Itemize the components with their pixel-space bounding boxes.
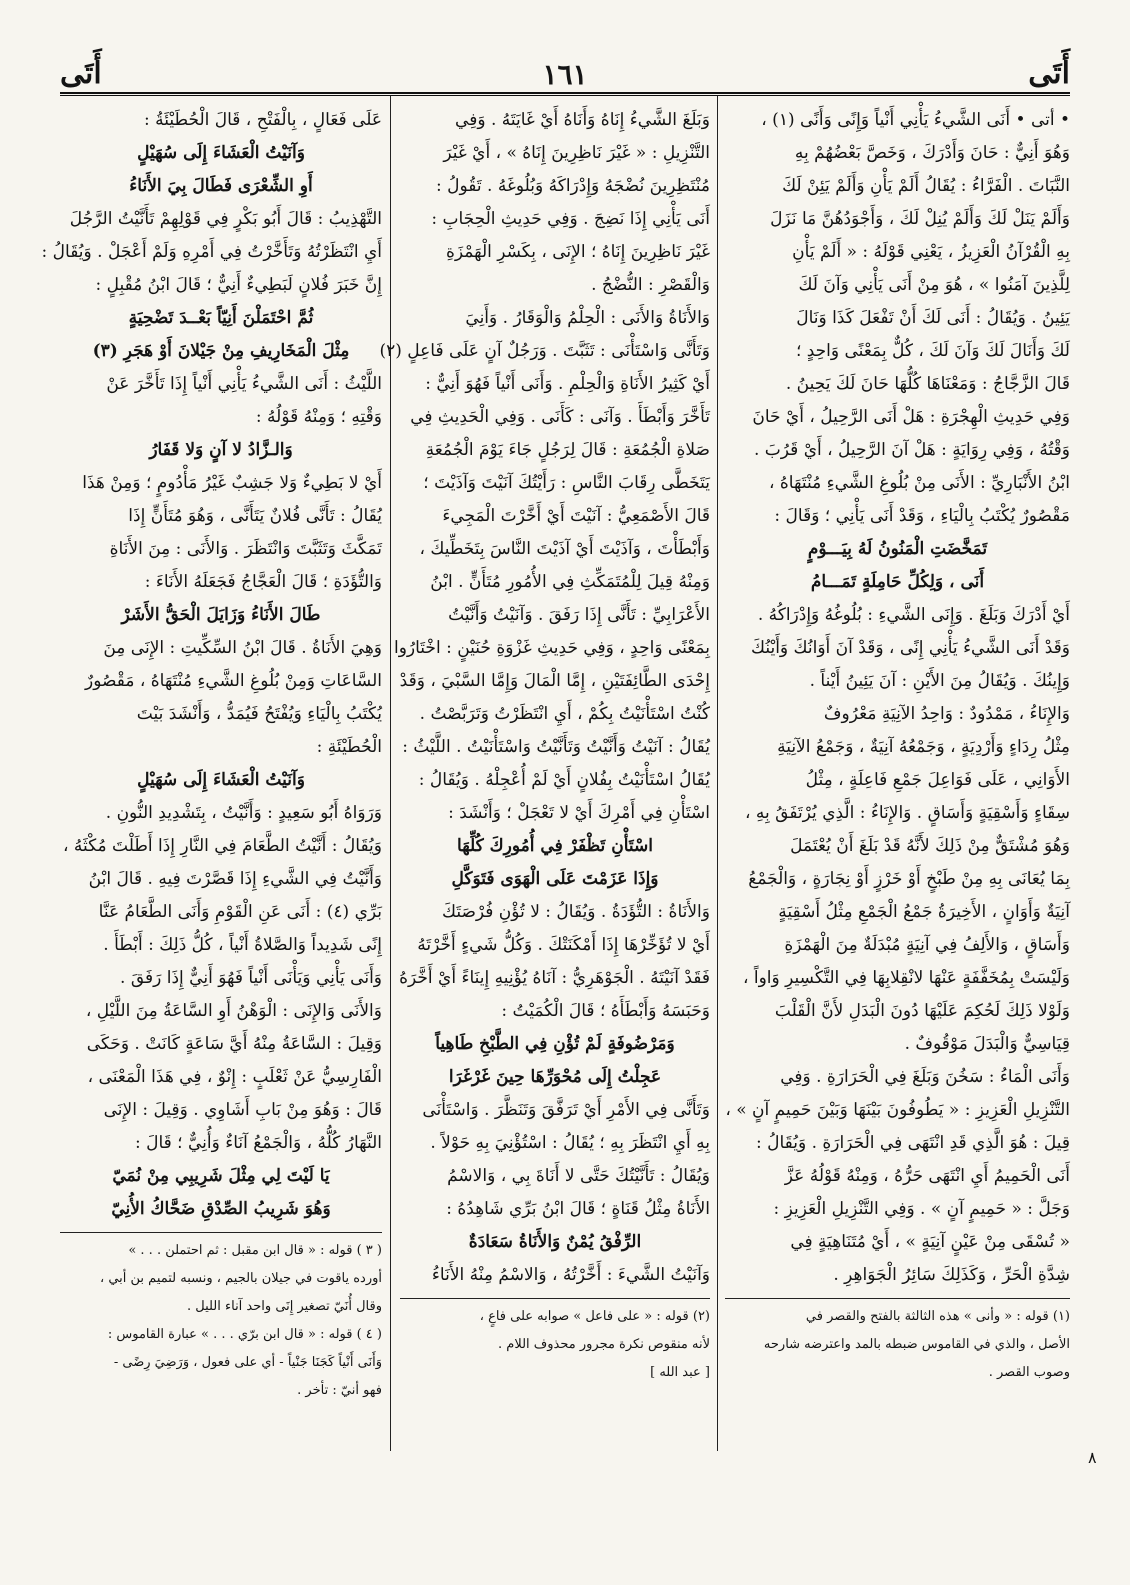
text-line: أَنَى يَأْنِي إِذَا نَضِجَ . وَفِي حَدِيثِ الْحِجَابِ : bbox=[431, 209, 710, 229]
text-line: وَأَنَى يَأْنِي وَيَأْنَى أَنْياً فَهُوَ أَنِيٌّ إِذَا رَفَقَ . bbox=[120, 968, 382, 988]
text-line: قِيلَ : هُوَ الَّذِي قَدِ انْتَهَى فِي الْحَرَارَةِ . وَيُقَالُ : bbox=[755, 1133, 1070, 1153]
text-line: وَجَلَّ : « حَمِيمٍ آنٍ » . وَفِي التَّنْزِيلِ الْعَزِيزِ : bbox=[773, 1199, 1070, 1219]
text-line: أَيْ لا بَطِيءٌ وَلا جَشِبٌ غَيْرُ مَأْدُومٍ ؛ وَمِنْ هَذَا bbox=[82, 473, 382, 493]
text-line: بَرِّي (٤) : أَنَى عَنِ الْقَوْمِ وَأَنَى الطَّعَامُ عَنَّا bbox=[98, 902, 382, 922]
column-divider-left bbox=[390, 96, 391, 1451]
text-line: وَالتُّؤَدَةِ ؛ قَالَ الْعَجَّاجُ فَجَعَلَهُ الأَنَاءَ : bbox=[144, 572, 382, 592]
text-line: وَالإِنَاءُ ، مَمْدُودٌ : وَاحِدُ الآنِيَةِ مَعْرُوفٌ bbox=[823, 704, 1070, 724]
text-line: عَلَى فَعَالٍ ، بِالْفَتْحِ ، قَالَ الْحُطَيْئَةُ : bbox=[144, 110, 382, 130]
text-line: بِمَعْنًى وَاحِدٍ ، وَفِي حَدِيثِ غَزْوَةِ حُنَيْنٍ : اخْتَارُوا bbox=[393, 638, 710, 658]
text-line: الْفَارِسِيُّ عَنْ ثَعْلَبٍ : إِنْوٌ ، فِي هَذَا الْمَعْنَى ، bbox=[87, 1067, 382, 1087]
text-line: مَقْصُورٌ يُكْتَبُ بِالْيَاءِ ، وَقَدْ أَنَى يَأْنِي ؛ وَقَالَ : bbox=[774, 506, 1070, 526]
text-line: • أتى • أَنَى الشَّيءُ يَأْنِي أَنْياً وَإِنًى وَأَنًى (١) ، bbox=[761, 110, 1070, 130]
text-line: وَقْتُهُ ، وَفِي رِوَايَةٍ : هَلْ آنَ الرَّحِيلُ ، أَيْ قَرُبَ . bbox=[753, 440, 1070, 460]
text-line: وَأَسَاقٍ ، وَالأَلِفُ فِي آنِيَةٍ مُبْدَلَةٌ مِنَ الْهَمْزَةِ bbox=[784, 935, 1070, 955]
text-line: الأَوَانِي ، عَلَى فَوَاعِلَ جَمْعِ فَاعِلَةٍ ، مِثْلُ bbox=[805, 770, 1070, 790]
text-line: الرِّفْقُ يُمْنٌ وَالأَنَاةُ سَعَادَةٌ bbox=[468, 1232, 642, 1252]
text-line: وَهِيَ الأَنَاةُ . قَالَ ابْنُ السِّكِّيتِ : الإِنَى مِنَ bbox=[103, 638, 382, 658]
text-line: وَالـزَّادُ لا آنٍ وَلا قَفَارُ bbox=[149, 440, 293, 460]
text-line: ثُمَّ احْتَمَلْنَ أَنِيّاً بَعْــدَ تَضْحِيَةٍ bbox=[128, 308, 314, 328]
text-line: سِقَاءٍ وَأَسْقِيَةٍ وَأَسَاقٍ . وَالإِنَاءُ : الَّذِي يُرْتَفَقُ بِهِ ، bbox=[745, 803, 1070, 823]
text-line: وَالأَنَاةُ : التُّؤَدَةُ . وَيُقَالُ : لا تُؤْنِ فُرْصَتَكَ bbox=[442, 902, 710, 922]
text-line: اسْتَأْنِ فِي أَمْرِكَ أَيْ لا تَعْجَلْ ؛ وَأَنْشَدَ : bbox=[448, 803, 710, 823]
text-line: وَهُوَ أَنِيٌّ : حَانَ وَأَدْرَكَ ، وَخَصَّ بَعْضُهُمْ بِهِ bbox=[794, 143, 1070, 163]
text-line: الأَنَاةُ مِثْلُ قَنَاةٍ ؛ قَالَ ابْنُ بَرِّي شَاهِدُهُ : bbox=[446, 1199, 710, 1219]
footnote-line: ( ٣ ) قوله : « قال ابن مقبل : ثم احتملن . . . » bbox=[128, 1243, 382, 1258]
text-line: وَيُقَالُ : أَنَّيْتُ الطَّعَامَ فِي النَّارِ إِذَا أَطَلْتَ مُكْثَهُ ، bbox=[63, 836, 382, 856]
text-line: وَفِي حَدِيثِ الْهِجْرَةِ : هَلْ أَنَى الرَّحِيلُ ، أَيْ حَانَ bbox=[752, 407, 1070, 427]
page-number: ١٦١ bbox=[542, 58, 588, 91]
text-line: النَّهَارُ كُلُّهُ ، وَالْجَمْعُ آنَاءٌ وَأُنِيٌّ ؛ قَالَ : bbox=[134, 1133, 382, 1153]
text-line: وَأَبْطَأْتَ ، وَآذَيْتَ أَيْ آذَيْتَ النَّاسَ بِتَخَطِّيكَ ، bbox=[419, 539, 710, 559]
text-line: إِنَّ خَبَرَ فُلانٍ لَبَطِيءٌ أَنِيٌّ ؛ قَالَ ابْنُ مُقْبِلٍ : bbox=[95, 275, 382, 295]
text-line: وَمِنْهُ قِيلَ لِلْمُتَمَكِّثِ فِي الأُمُورِ مُتَأَنٍّ . ابْنُ bbox=[430, 572, 710, 592]
footnote-separator bbox=[400, 1298, 710, 1299]
text-line: وَلَوْلا ذَلِكَ لَحُكِمَ عَلَيْهَا دُونَ الْبَدَلِ لأَنَّ الْقَلْبَ bbox=[774, 1001, 1070, 1021]
text-line: مِثْلُ رِدَاءٍ وَأَرْدِيَةٍ ، وَجَمْعُهُ آنِيَةٌ ، وَجَمْعُ الآنِيَةِ bbox=[777, 737, 1070, 757]
text-line: شِدَّةِ الْحَرِّ ، وَكَذَلِكَ سَائِرُ الْجَوَاهِرِ . bbox=[833, 1265, 1070, 1285]
text-line: أَيِ انْتَظَرْتُهُ وَتَأَخَّرْتُ فِي أَمْرِهِ وَلَمْ أَعْجَلْ . وَيُقَالُ : bbox=[41, 242, 382, 262]
footnote-line: أورده ياقوت في جيلان بالجيم ، ونسبه لتميم بن أبي ، bbox=[100, 1271, 382, 1286]
text-line: أَيْ لا تُؤَخِّرْهَا إِذَا أَمْكَنَتْكَ . وَكُلُّ شَيءٍ أَخَّرْتَهُ bbox=[417, 935, 710, 955]
text-line: وَأَنَّيْتُ فِي الشَّيءِ إِذَا قَصَّرْتَ فِيهِ . قَالَ ابْنُ bbox=[88, 869, 382, 889]
footnote-separator bbox=[60, 1232, 382, 1233]
text-line: وَمَرْضُوفَةٍ لَمْ تُؤْنِ فِي الطَّبْخِ طَاهِياً bbox=[435, 1034, 675, 1054]
text-line: التَّنْزِيلِ الْعَزِيزِ : « يَطُوفُونَ بَيْنَهَا وَبَيْنَ حَمِيمٍ آنٍ » ، bbox=[725, 1100, 1070, 1120]
text-line: يُقَالُ : آنَيْتُ وَأَنَّيْتُ وَتَأَنَّيْتُ وَاسْتَأْنَيْتُ . اللَّيْثُ : bbox=[402, 737, 710, 757]
text-line: وَآنَيْتُ الْعَشَاءَ إِلَى سُهَيْلٍ bbox=[137, 143, 305, 163]
text-column-middle bbox=[379, 104, 710, 1459]
text-line: قَالَ الزَّجَّاجُ : وَمَعْنَاهَا كُلُّهَا حَانَ لَكَ يَحِينُ . bbox=[785, 374, 1070, 394]
text-line: طَالَ الأَنَاءُ وَزَايَلَ الْحَقُّ الأَشَرْ bbox=[121, 605, 321, 625]
page-header bbox=[60, 48, 1070, 98]
text-line: وَهُوَ مُشْتَقٌّ مِنْ ذَلِكَ لأَنَّهُ قَدْ بَلَغَ أَنْ يُعْتَمَلَ bbox=[790, 836, 1070, 856]
footnote-line: لأنه منقوص نكرة مجرور محذوف اللام . bbox=[498, 1337, 710, 1352]
running-head-right: أَتَى bbox=[1028, 56, 1070, 91]
text-column-right bbox=[725, 104, 1070, 1459]
text-line: وَيُقَالُ : تَأَنَّيْتُكَ حَتَّى لا أَنَاةَ بِي ، وَالاسْمُ bbox=[447, 1166, 710, 1186]
text-line: بِهِ الْقُرْآنُ الْعَزِيزُ ، يَعْنِي قَوْلَهُ : « أَلَمْ يَأْنِ bbox=[792, 242, 1070, 262]
text-line: وَأَنَى الْمَاءُ : سَخُنَ وَبَلَغَ فِي الْحَرَارَةِ . وَفِي bbox=[780, 1067, 1070, 1087]
text-line: وَأَلَمْ يَنَلْ لَكَ وَأَلَمْ يُنِلْ لَكَ ، وَأَجْوَدُهُنَّ مَا نَزَلَ bbox=[770, 209, 1070, 229]
column-divider-right bbox=[717, 96, 718, 1451]
text-line: غَيْرَ نَاظِرِينَ إِنَاهُ ؛ الإِنَى ، بِكَسْرِ الْهَمْزَةِ bbox=[446, 242, 710, 262]
text-line: أَيْ أَدْرَكَ وَبَلَغَ . وَإِنَى الشَّيءِ : بُلُوغُهُ وَإِدْرَاكُهُ . bbox=[757, 605, 1070, 625]
text-line: الأَعْرَابِيِّ : تَأَنَّى إِذَا رَفَقَ . وَآنَيْتُ وَأَنَّيْتُ bbox=[448, 605, 710, 625]
footnote-line: (٢) قوله : « على فاعل » صوابه على فاعٍ ، bbox=[479, 1309, 710, 1324]
text-line: أَيْ كَثِيرُ الأَنَاةِ وَالْحِلْمِ . وَأَنَى أَنْياً فَهُوَ أَنِيٌّ : bbox=[425, 374, 710, 394]
text-line: وَرَوَاهُ أَبُو سَعِيدٍ : وَأَنَّيْتُ ، بِتَشْدِيدِ النُّونِ . bbox=[105, 803, 382, 823]
text-line: النَّبَاتَ . الْفَرَّاءُ : يُقَالُ أَلَمْ يَأْنِ وَأَلَمْ يَئِنْ لَكَ bbox=[782, 176, 1070, 196]
text-line: وَحَبَسَهُ وَأَبْطَأَهُ ؛ قَالَ الْكُمَيْتُ : bbox=[501, 1001, 710, 1021]
text-line: إِحْدَى الطَّائِفَتَيْنِ ، إِمَّا الْمَالَ وَإِمَّا السَّبْيَ ، وَقَدْ bbox=[399, 671, 710, 691]
text-line: قَالَ الأَصْمَعِيُّ : آنَيْتَ أَيْ أَخَّرْتَ الْمَجِيءَ bbox=[442, 506, 710, 526]
text-line: الْحُطَيْئَةِ : bbox=[316, 737, 382, 757]
text-line: أَنَى الْحَمِيمُ أَيِ انْتَهَى حَرُّهُ ، وَمِنْهُ قَوْلُهُ عَزَّ bbox=[784, 1166, 1070, 1186]
footnote-line: وصوب القصر . bbox=[988, 1365, 1070, 1380]
text-line: يُقَالُ : تَأَنَّى فُلانٌ يَتَأَنَّى ، وَهُوَ مُتَأَنٍّ إِذَا bbox=[128, 506, 382, 526]
text-line: وَتَأَنَّى فِي الأَمْرِ أَيْ تَرَفَّقَ وَتَنَظَّرَ . وَاسْتَأْنَى bbox=[422, 1100, 710, 1120]
text-line: آنِيَةٌ وَأَوَانٍ ، الأَخِيرَةُ جَمْعُ الْجَمْعِ مِثْلُ أَسْقِيَةٍ bbox=[778, 902, 1070, 922]
text-line: اسْتَأْنِ تَظْفَرْ فِي أُمُورِكَ كُلِّهَا bbox=[457, 836, 653, 856]
text-line: فَقَدْ آنَيْتَهُ . الْجَوْهَرِيُّ : آنَاهُ يُؤْنِيهِ إِينَاءً أَيْ أَخَّرَهُ bbox=[399, 968, 710, 988]
text-line: التَّهْذِيبُ : قَالَ أَبُو بَكْرٍ فِي قَوْلِهِمْ تَأَنَّيْتُ الرَّجُلَ bbox=[69, 209, 382, 229]
text-line: قَالَ : وَهُوَ مِنْ بَابِ أَشَاوِي . وَقِيلَ : الإِنَى bbox=[103, 1100, 382, 1120]
text-line: أَوِ الشِّعْرَى فَطَالَ بِيَ الأَنَاءُ bbox=[129, 176, 313, 196]
footnote-line: وَأَنَى أَنْياً كَجَنَا جَنْياً - أي على فعول ، وَرَضِيَ رِضًى - bbox=[113, 1355, 382, 1370]
text-line: اللَّيْثُ : أَنَى الشَّيءُ يَأْنِي أَنْياً إِذَا تَأَخَّرَ عَنْ bbox=[106, 374, 382, 394]
text-line: « تُسْقَى مِنْ عَيْنٍ آنِيَةٍ » ، أَيْ مُتَنَاهِيَةٍ فِي bbox=[790, 1232, 1070, 1252]
text-line: وَقِيلَ : السَّاعَةُ مِنْهُ أَيَّ سَاعَةٍ كَانَتْ . وَحَكَى bbox=[86, 1034, 382, 1054]
text-line: إِنًى شَدِيداً وَالصَّلاةُ أَنْياً ، كُلُّ ذَلِكَ : أَبْطَأَ . bbox=[103, 935, 382, 955]
margin-number: ٨ bbox=[1088, 1448, 1097, 1467]
text-column-left bbox=[41, 104, 382, 1459]
text-line: وَهُوَ شَرِيبُ الصِّدْقِ ضَحَّاكُ الأُنِيّ bbox=[111, 1199, 331, 1219]
footnote-line: الأصل ، والذي في القاموس ضبطه بالمد واعترضه شارحه bbox=[763, 1337, 1070, 1352]
footnote-line: فهو أنيّ : تأخر . bbox=[297, 1383, 382, 1398]
text-line: وَقَدْ أَنَى الشَّيءُ يَأْنِي إِنًى ، وَقَدْ آنَ أَوَانُكَ وَأَيْنُكَ bbox=[751, 638, 1070, 658]
text-line: تَأَخَّرَ وَأَبْطَأَ . وَآنَى : كَأَنَى . وَفِي الْحَدِيثِ فِي bbox=[410, 407, 710, 427]
text-line: يَتَخَطَّى رِقَابَ النَّاسِ : رَأَيْتُكَ آنَيْتَ وَآذَيْتَ ؛ bbox=[423, 473, 710, 493]
text-line: وَتَأَنَّى وَاسْتَأْنَى : تَثَبَّتَ . وَرَجُلٌ آنٍ عَلَى فَاعِلٍ (٢) bbox=[379, 341, 710, 361]
text-line: وَقْتِهِ ؛ وَمِنْهُ قَوْلُهُ : bbox=[255, 407, 382, 427]
text-line: وَالأَنَى وَالإِنَى : الْوَهْنُ أَوِ السَّاعَةُ مِنَ اللَّيْلِ ، bbox=[85, 1001, 382, 1021]
text-line: وَالْقَصْرِ : النُّضْجُ . bbox=[591, 275, 710, 295]
text-line: كُنْتُ اسْتَأْنَيْتُ بِكُمْ ، أَيِ انْتَظَرْتُ وَتَرَبَّصْتُ . bbox=[419, 704, 710, 724]
text-line: يُقَالُ اسْتَأْنَيْتُ بِفُلانٍ أَيْ لَمْ أُعْجِلْهُ . وَيُقَالُ : bbox=[418, 770, 710, 790]
text-line: قِيَاسِيٌّ وَالْبَدَلَ مَوْقُوفٌ . bbox=[904, 1034, 1070, 1054]
text-line: أَنَى ، وَلِكُلِّ حَامِلَةٍ تَمَـــامُ bbox=[810, 572, 985, 592]
text-line: صَلاةِ الْجُمُعَةِ : قَالَ لِرَجُلٍ جَاءَ يَوْمَ الْجُمُعَةِ bbox=[425, 440, 710, 460]
text-line: السَّاعَاتِ وَمِنْ بُلُوغِ الشَّيءِ مُنْتَهَاهُ ، مَقْصُورٌ bbox=[85, 671, 382, 691]
footnote-line: (١) قوله : « وأنى » هذه الثالثة بالفتح والقصر في bbox=[805, 1309, 1070, 1324]
footnote-line: وقال أُنَيّ تصغير إِنَى واحد آناء الليل . bbox=[186, 1299, 382, 1314]
text-line: مُنْتَظِرِينَ نُضْجَهُ وَإِدْرَاكَهُ وَبُلُوغَهُ . تَقُولُ : bbox=[436, 176, 710, 196]
text-line: ابْنُ الأَنْبَارِيِّ : الأَنَى مِنْ بُلُوغِ الشَّيءِ مُنْتَهَاهُ ، bbox=[769, 473, 1070, 493]
text-line: وَإِينُكَ . وَيُقَالُ مِنَ الأَيْنِ : آنَ يَئِينُ أَيْناً . bbox=[809, 671, 1070, 691]
text-line: وَآنَيْتُ الشَّيءَ : أَخَّرْتُهُ ، وَالاسْمُ مِنْهُ الأَنَاءُ bbox=[431, 1265, 710, 1285]
text-line: لَكَ وَأَنَالَ لَكَ وَآنَ لَكَ ، كُلٌّ بِمَعْنًى وَاحِدٍ ؛ bbox=[795, 341, 1070, 361]
running-head-left: أَتَى bbox=[60, 56, 102, 91]
footnote-line: [ عبد الله ] bbox=[650, 1365, 710, 1380]
text-line: يَئِينُ . وَيُقَالُ : أَنَى لَكَ أَنْ تَفْعَلَ كَذَا وَنَالَ bbox=[796, 308, 1070, 328]
header-rule bbox=[60, 92, 1070, 94]
text-line: عَجِلْتُ إِلَى مُحْوَرِّهَا حِينَ غَرْغَرَا bbox=[448, 1067, 662, 1087]
text-line: التَّنْزِيلِ : « غَيْرَ نَاظِرِينَ إِنَاهُ » ، أَيْ غَيْرَ bbox=[443, 143, 710, 163]
text-line: وَآنَيْتُ الْعَشَاءَ إِلَى سُهَيْلٍ bbox=[137, 770, 305, 790]
text-line: لِلَّذِينَ آمَنُوا » ، هُوَ مِنْ أَنَى يَأْنِي وَآنَ لَكَ bbox=[798, 275, 1070, 295]
text-line: تَمَكَّثَ وَتَثَبَّتَ وَانْتَظَرَ . وَالأَنَى : مِنَ الأَنَاةِ bbox=[109, 539, 382, 559]
text-line: وَإِذَا عَزَمْتَ عَلَى الْهَوَى فَتَوَكَّلِ bbox=[451, 869, 659, 889]
text-line: مِثْلَ الْمَخَارِيفِ مِنْ جَيْلانَ أَوْ هَجَرِ (٣) bbox=[92, 341, 350, 361]
text-line: تَمَخَّضَتِ الْمَنُونُ لَهُ بِيَـــوْمٍ bbox=[807, 539, 988, 559]
text-line: وَبَلَغَ الشَّيءُ إِنَاهُ وَأَنَاهُ أَيْ غَايَتَهُ . وَفِي bbox=[455, 110, 710, 130]
header-rule-thin bbox=[60, 95, 1070, 96]
text-line: بِمَا يُعَانَى بِهِ مِنْ طَبْخٍ أَوْ خَرْزٍ أَوْ نِجَارَةٍ ، وَالْجَمْعُ bbox=[748, 869, 1070, 889]
text-line: بِهِ أَيِ انْتَظَرَ بِهِ ؛ يُقَالُ : اسْتُؤْنِيَ بِهِ حَوْلاً . bbox=[430, 1133, 710, 1153]
text-line: يُكْتَبُ بِالْيَاءِ وَيُفْتَحُ فَيُمَدُّ ، وَأَنْشَدَ بَيْتَ bbox=[136, 704, 382, 724]
text-line: يَا لَيْتَ لِي مِثْلَ شَرِيبِي مِنْ نُمَيّ bbox=[112, 1166, 330, 1186]
footnote-line: ( ٤ ) قوله : « قال ابن برّي . . . » عبارة القاموس : bbox=[107, 1327, 382, 1342]
footnote-separator bbox=[725, 1298, 1070, 1299]
text-line: وَلَيْسَتْ بِمُخَفَّفَةٍ عَنْهَا لانْقِلابِهَا فِي التَّكْسِيرِ وَاواً ، bbox=[742, 968, 1070, 988]
text-line: وَالأَنَاةُ وَالأَنَى : الْحِلْمُ وَالْوَقَارُ . وَأَنِيَ bbox=[465, 308, 710, 328]
